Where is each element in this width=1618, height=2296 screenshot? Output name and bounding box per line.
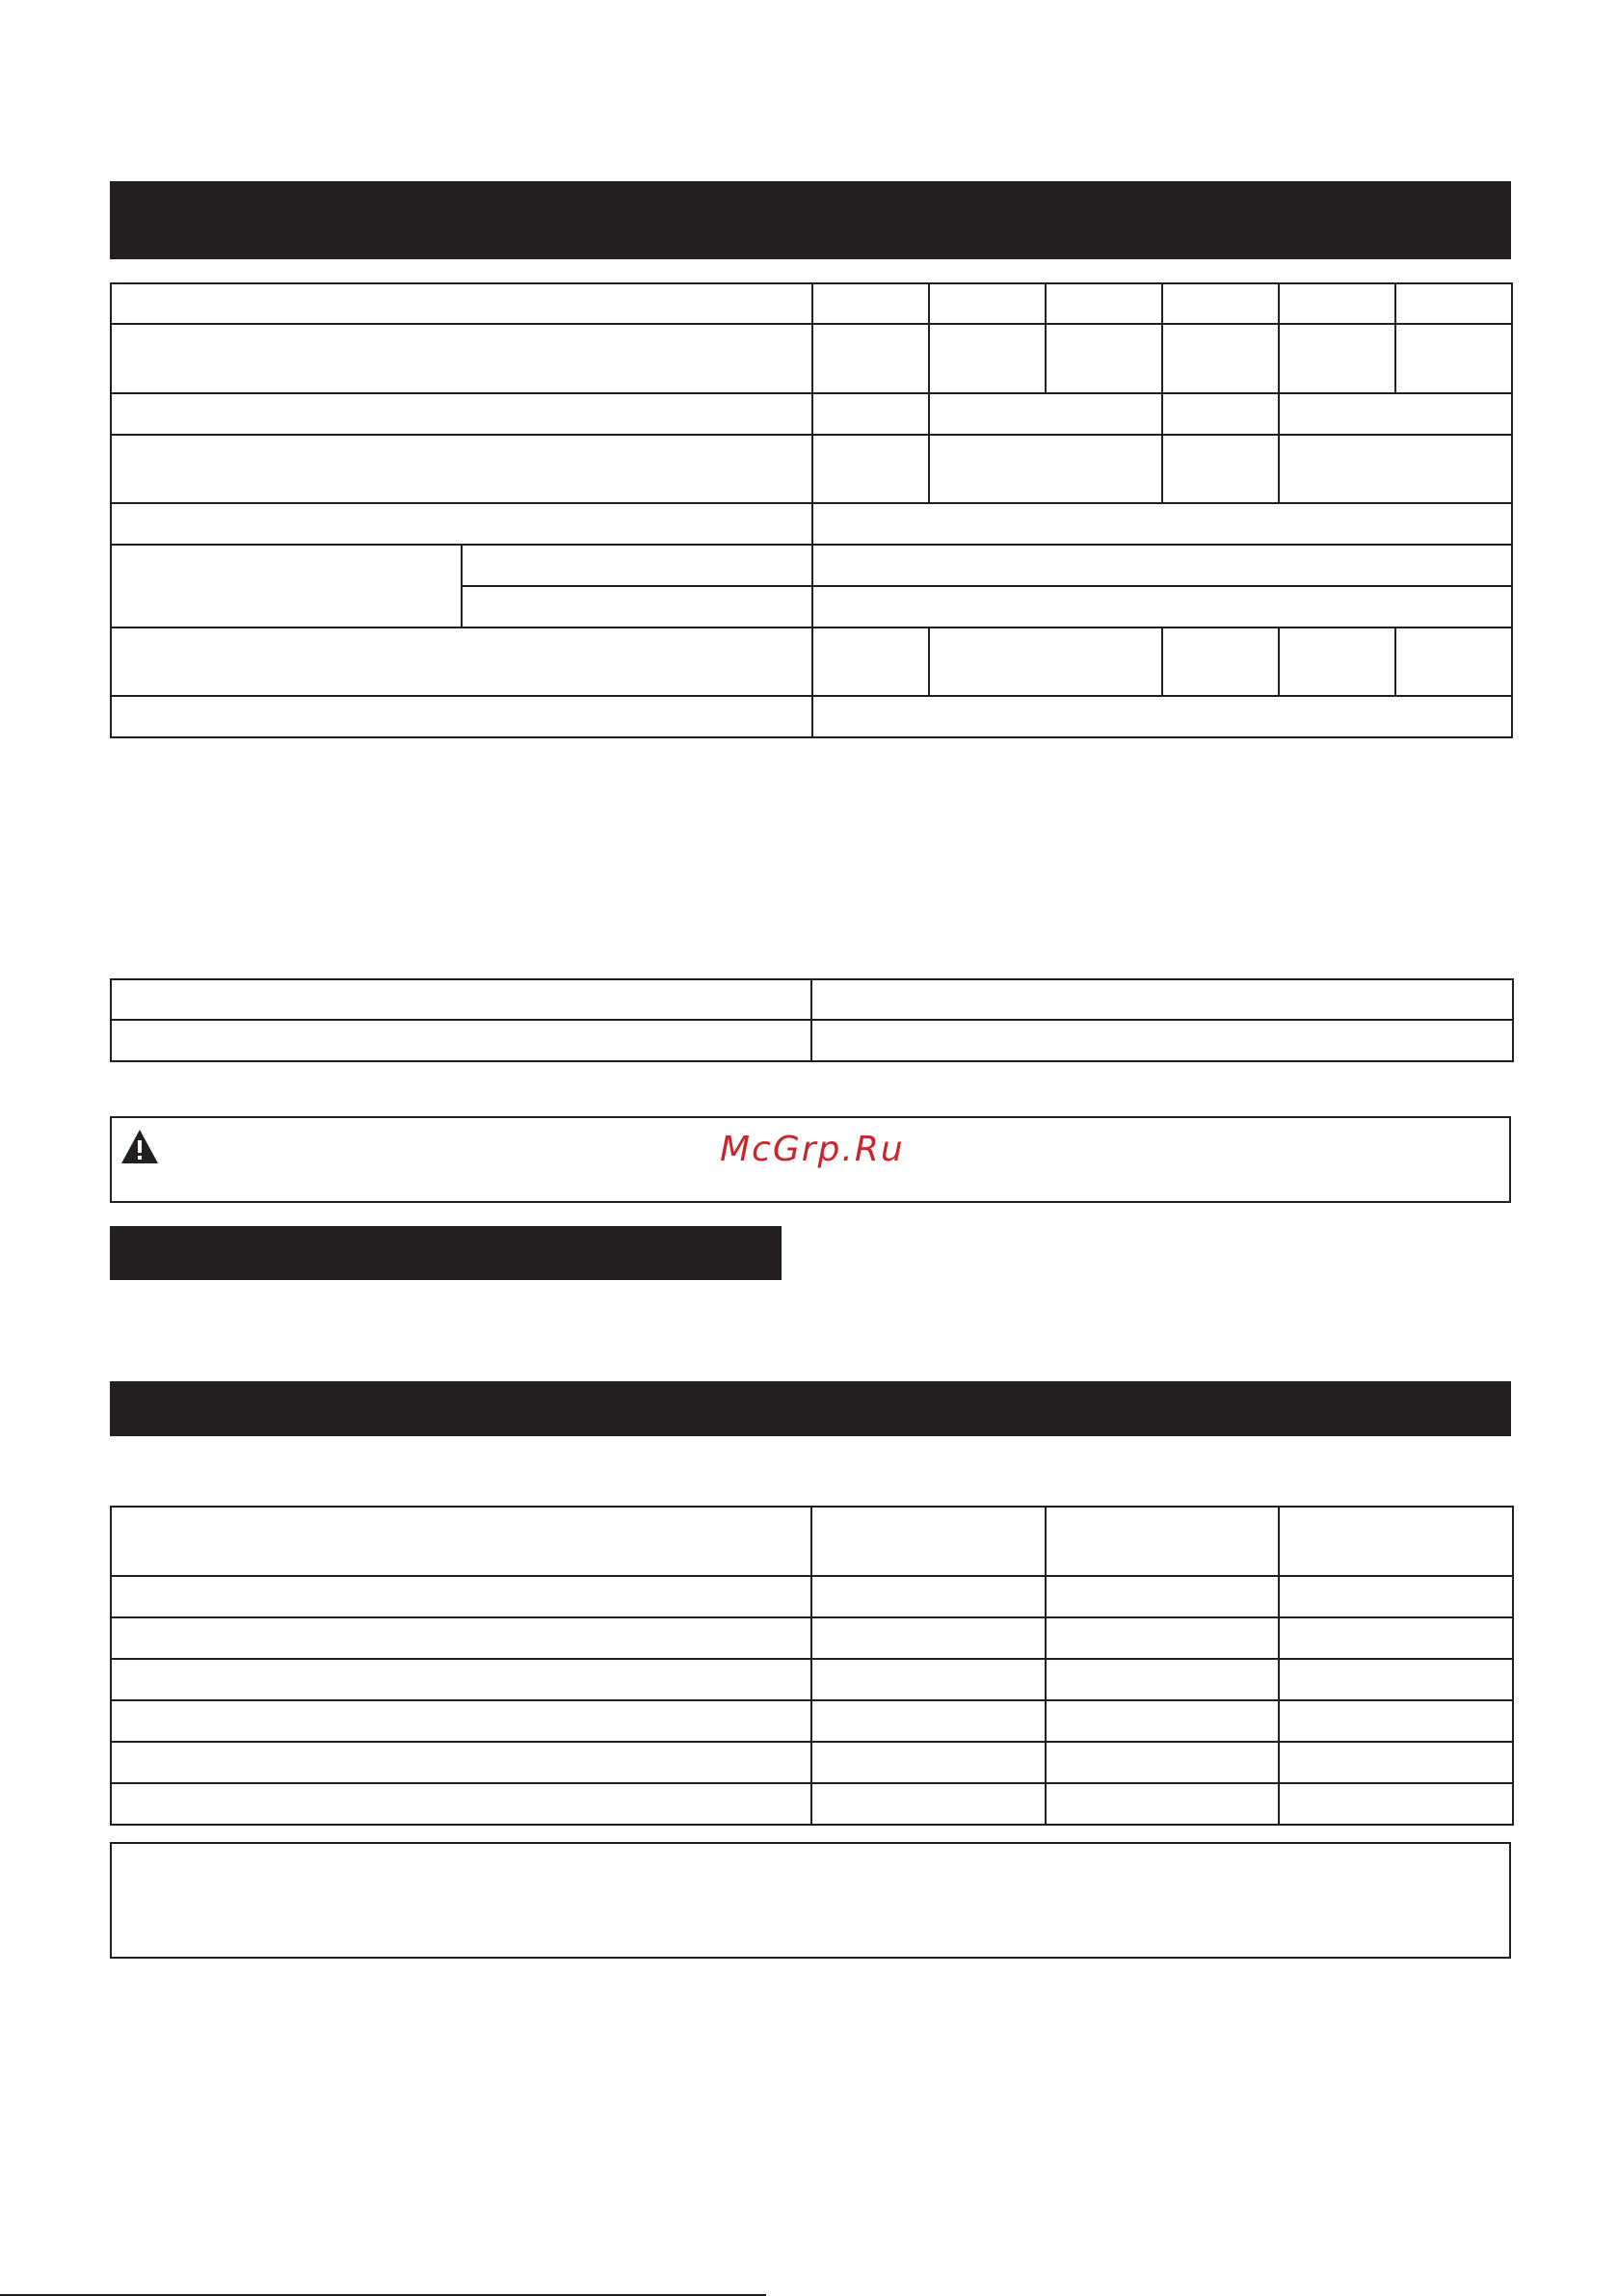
section-header-bar-2 [110,1226,782,1280]
table-row [111,1659,1513,1700]
table-row [111,1617,1513,1659]
table-row [111,1700,1513,1742]
table-row [111,696,1512,737]
watermark-text: McGrp.Ru [720,1130,905,1169]
specifications-table [110,282,1513,738]
table-row [111,393,1512,435]
note-box [110,1842,1511,1959]
table-row [111,979,1513,1020]
table-row [111,1507,1513,1576]
table-row [111,545,1512,586]
table-row [111,503,1512,545]
table-row [111,324,1512,393]
table-row [111,627,1512,696]
section-header-bar-3 [110,1381,1511,1436]
warning-triangle-icon [120,1129,159,1164]
vibration-table [110,1506,1514,1826]
section-header-bar-1 [110,181,1511,259]
table-row [111,283,1512,324]
noise-table [110,978,1514,1062]
table-row [111,1020,1513,1061]
table-row [111,1783,1513,1825]
table-row [111,435,1512,503]
table-row [111,1742,1513,1783]
table-row [111,1576,1513,1617]
